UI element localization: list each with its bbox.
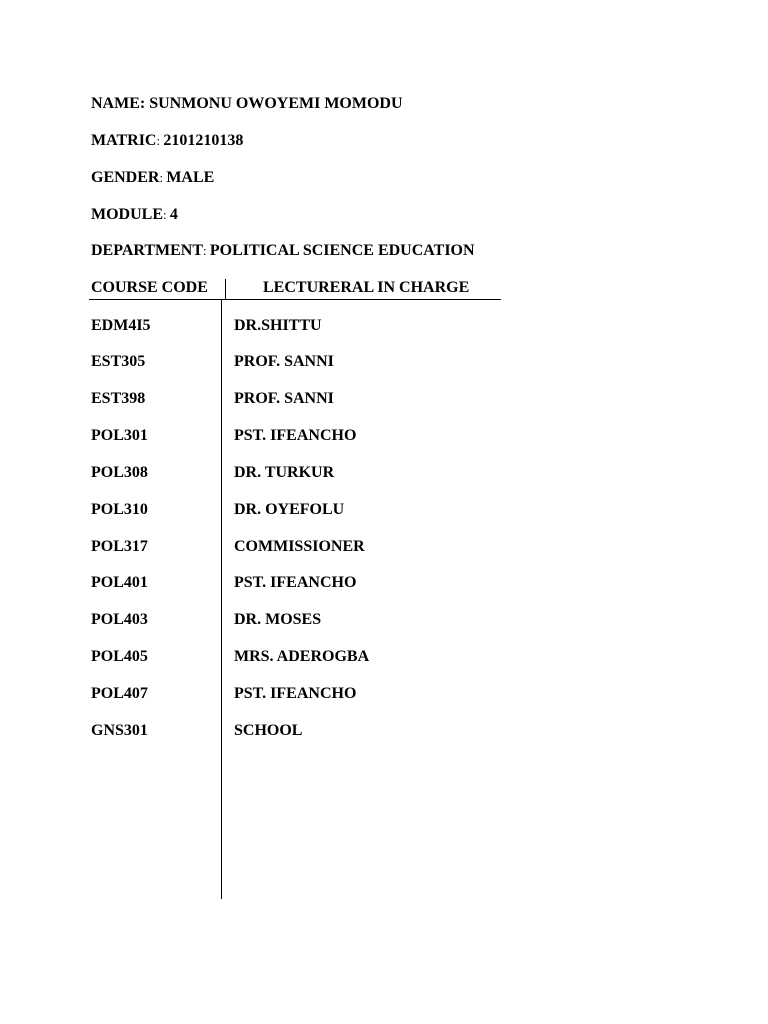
module-line: MODULE: 4 (91, 206, 178, 223)
course-code-cell: POL308 (91, 464, 148, 481)
lecturer-cell: PROF. SANNI (234, 353, 334, 370)
lecturer-cell: DR. TURKUR (234, 464, 335, 481)
department-label: DEPARTMENT (91, 242, 204, 259)
course-code-cell: EDM4I5 (91, 317, 151, 334)
course-code-cell: POL405 (91, 648, 148, 665)
lecturer-cell: COMMISSIONER (234, 538, 365, 555)
course-code-cell: GNS301 (91, 722, 148, 739)
module-value: 4 (169, 206, 178, 223)
lecturer-cell: PST. IFEANCHO (234, 685, 357, 702)
gender-label: GENDER (91, 169, 160, 186)
course-code-cell: POL317 (91, 538, 148, 555)
matric-value: 2101210138 (163, 132, 244, 149)
course-code-cell: POL403 (91, 611, 148, 628)
department-value: POLITICAL SCIENCE EDUCATION (209, 242, 475, 259)
header-column-divider (225, 279, 226, 300)
department-line: DEPARTMENT: POLITICAL SCIENCE EDUCATION (91, 242, 475, 259)
name-line: NAME: SUNMONU OWOYEMI MOMODU (91, 95, 403, 112)
lecturer-cell: PST. IFEANCHO (234, 574, 357, 591)
table-column-divider (221, 299, 222, 899)
matric-line: MATRIC: 2101210138 (91, 132, 244, 149)
course-code-cell: POL310 (91, 501, 148, 518)
lecturer-cell: SCHOOL (234, 722, 303, 739)
header-underline (89, 299, 501, 300)
lecturer-cell: PST. IFEANCHO (234, 427, 357, 444)
column-header-course-code: COURSE CODE (91, 279, 208, 296)
course-code-cell: POL301 (91, 427, 148, 444)
lecturer-cell: MRS. ADEROGBA (234, 648, 370, 665)
module-label: MODULE (91, 206, 163, 223)
course-code-cell: EST398 (91, 390, 146, 407)
lecturer-cell: PROF. SANNI (234, 390, 334, 407)
course-code-cell: POL401 (91, 574, 148, 591)
course-code-cell: EST305 (91, 353, 146, 370)
name-label: NAME (91, 95, 140, 112)
gender-value: MALE (166, 169, 215, 186)
lecturer-cell: DR. OYEFOLU (234, 501, 345, 518)
name-value: SUNMONU OWOYEMI MOMODU (149, 95, 403, 112)
course-code-cell: POL407 (91, 685, 148, 702)
lecturer-cell: DR.SHITTU (234, 317, 322, 334)
matric-label: MATRIC (91, 132, 157, 149)
lecturer-cell: DR. MOSES (234, 611, 322, 628)
column-header-lecturer: LECTURERAL IN CHARGE (263, 279, 470, 296)
gender-line: GENDER: MALE (91, 169, 215, 186)
